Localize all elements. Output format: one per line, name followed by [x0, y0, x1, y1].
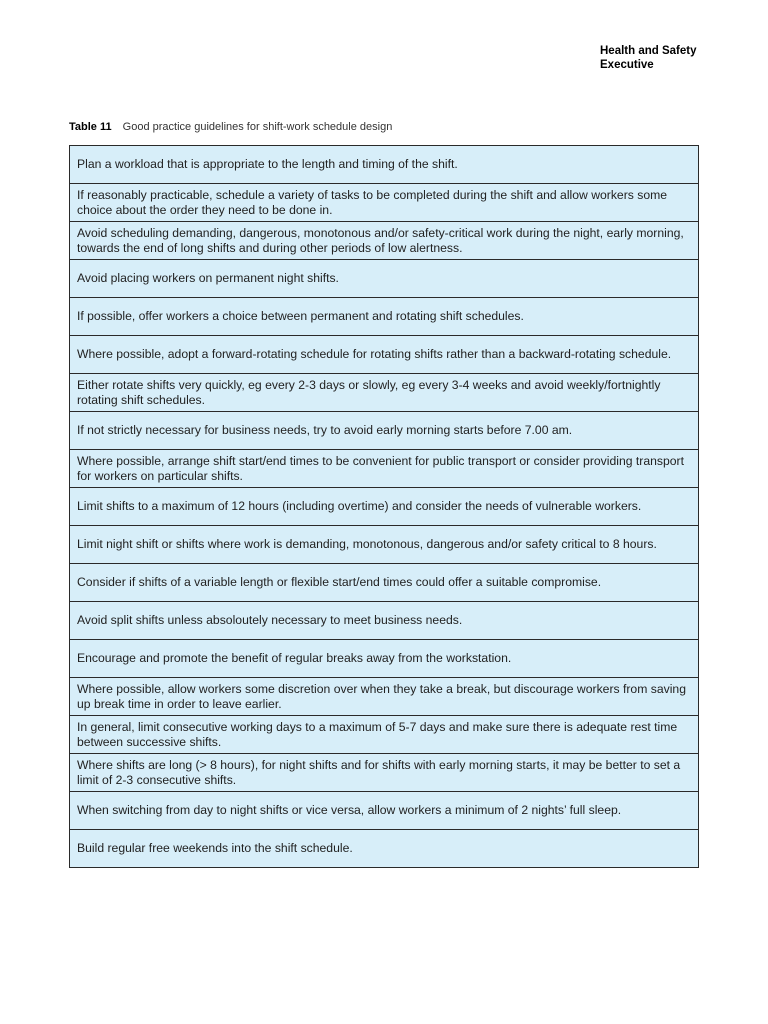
guideline-cell: If possible, offer workers a choice between permanent and rotating shift schedules. [70, 298, 699, 336]
table-caption [69, 120, 392, 134]
table-row [70, 830, 699, 868]
table-row [70, 336, 699, 374]
guideline-cell: Avoid scheduling demanding, dangerous, monotonous and/or safety-critical work during the night, early morning, towards the end of long shifts and during other periods of low alertness. [70, 222, 699, 260]
guideline-cell: If not strictly necessary for business needs, try to avoid early morning starts before 7.00 am. [70, 412, 699, 450]
guideline-cell: Avoid split shifts unless absoloutely necessary to meet business needs. [70, 602, 699, 640]
table-row [70, 298, 699, 336]
guidelines-table [69, 145, 699, 868]
table-row [70, 792, 699, 830]
table-row [70, 640, 699, 678]
guideline-cell: Where shifts are long (> 8 hours), for night shifts and for shifts with early morning starts, it may be better to set a limit of 2-3 consecutive shifts. [70, 754, 699, 792]
guideline-cell: Where possible, adopt a forward-rotating schedule for rotating shifts rather than a backward-rotating schedule. [70, 336, 699, 374]
table-row [70, 222, 699, 260]
table-row [70, 488, 699, 526]
guideline-cell: Encourage and promote the benefit of regular breaks away from the workstation. [70, 640, 699, 678]
table-row [70, 412, 699, 450]
table-title: Good practice guidelines for shift-work schedule design [122, 121, 393, 133]
table-row [70, 184, 699, 222]
guideline-cell: Where possible, allow workers some discretion over when they take a break, but discourage workers from saving up break time in order to leave earlier. [70, 678, 699, 716]
guideline-cell: Where possible, arrange shift start/end times to be convenient for public transport or consider providing transport for workers on particular shifts. [70, 450, 699, 488]
table-row [70, 754, 699, 792]
guideline-cell: In general, limit consecutive working days to a maximum of 5-7 days and make sure there is adequate rest time between successive shifts. [70, 716, 699, 754]
table-number: Table 11 [69, 121, 112, 133]
guideline-cell: Limit night shift or shifts where work is demanding, monotonous, dangerous and/or safety critical to 8 hours. [70, 526, 699, 564]
table-row [70, 526, 699, 564]
table-row [70, 716, 699, 754]
guideline-cell: Plan a workload that is appropriate to the length and timing of the shift. [70, 146, 699, 184]
guideline-cell: Build regular free weekends into the shift schedule. [70, 830, 699, 868]
guideline-cell: Consider if shifts of a variable length or flexible start/end times could offer a suitable compromise. [70, 564, 699, 602]
table-row [70, 450, 699, 488]
table-row [70, 564, 699, 602]
guideline-cell: If reasonably practicable, schedule a variety of tasks to be completed during the shift and allow workers some choice about the order they need to be done in. [70, 184, 699, 222]
table-row [70, 678, 699, 716]
organization-name [600, 44, 697, 72]
table-row [70, 146, 699, 184]
guideline-cell: Avoid placing workers on permanent night shifts. [70, 260, 699, 298]
table-row [70, 260, 699, 298]
guideline-cell: When switching from day to night shifts or vice versa, allow workers a minimum of 2 nights’ full sleep. [70, 792, 699, 830]
table-row [70, 374, 699, 412]
guideline-cell: Limit shifts to a maximum of 12 hours (including overtime) and consider the needs of vulnerable workers. [70, 488, 699, 526]
guideline-cell: Either rotate shifts very quickly, eg every 2-3 days or slowly, eg every 3-4 weeks and avoid weekly/fortnightly rotating shift schedules. [70, 374, 699, 412]
organization-name-line-2: Executive [600, 59, 654, 71]
guidelines-table-body [70, 146, 699, 868]
organization-name-line-1: Health and Safety [600, 45, 697, 57]
table-row [70, 602, 699, 640]
